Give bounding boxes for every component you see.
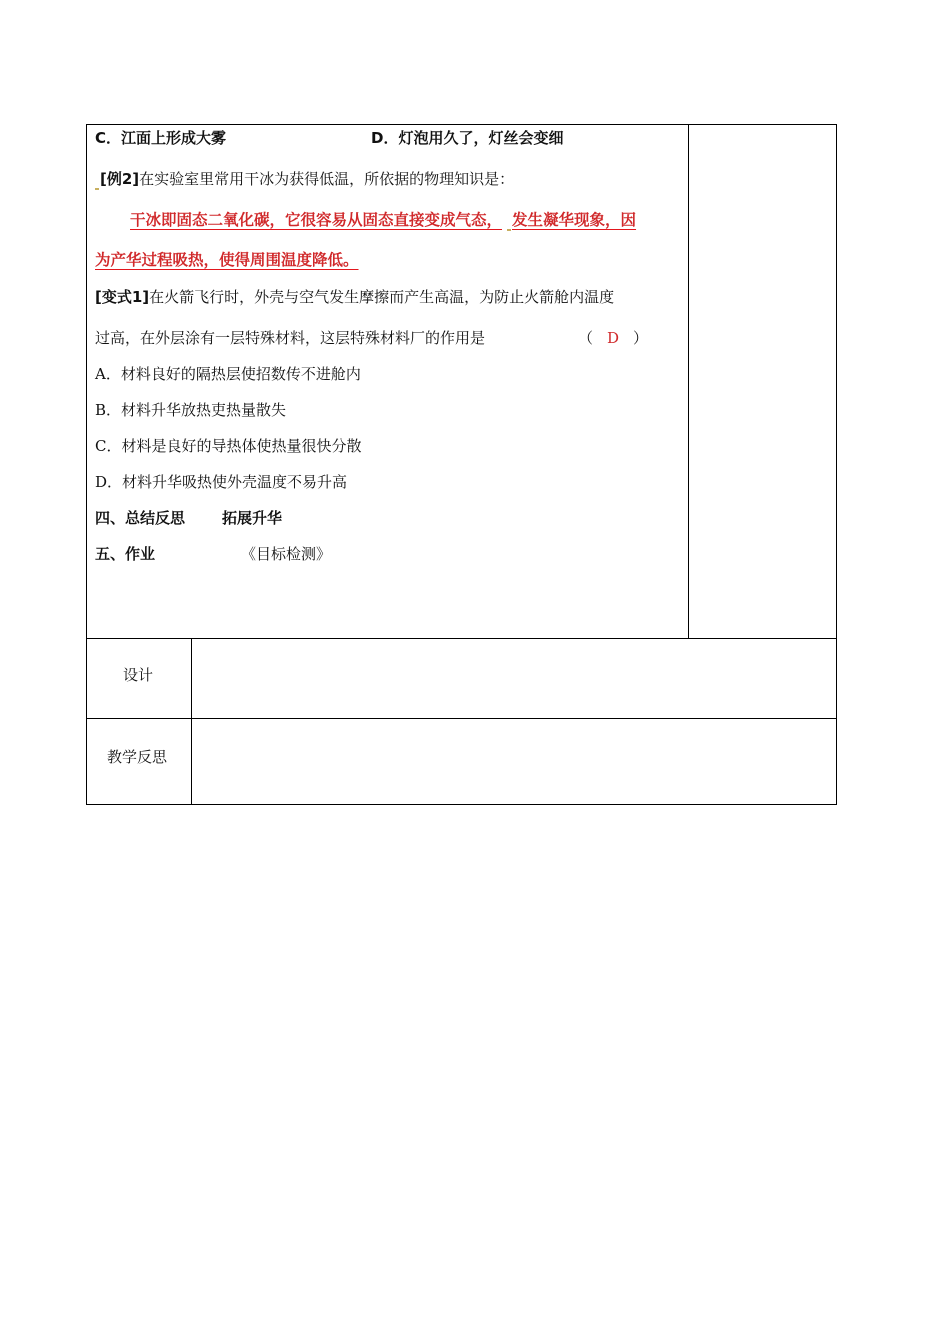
variant1-answer: D	[607, 329, 620, 347]
edit-mark	[507, 229, 511, 231]
variant1-option-a: A．材料良好的隔热层使招数传不进舱内	[95, 365, 361, 383]
variant1-answer-bracket	[578, 328, 648, 348]
option-d-top: D．灯泡用久了，灯丝会变细	[371, 129, 564, 147]
reflection-table	[86, 638, 837, 805]
section5-content: 《目标检测》	[241, 545, 332, 563]
section4-subtitle: 拓展升华	[222, 509, 283, 527]
example2-tag: [例2]	[100, 170, 140, 188]
reflection-table-col-divider	[191, 638, 192, 805]
variant1-option-c: C．材料是良好的导热体使热量很快分散	[95, 437, 362, 455]
edit-mark	[95, 188, 99, 190]
variant1-option-b: B．材料升华放热吏热量散失	[95, 401, 287, 419]
reflection-table-row-divider	[86, 718, 837, 719]
variant1-tag: [变式1]	[95, 288, 150, 306]
design-label: 设计	[123, 666, 154, 684]
variant1-text1: 在火箭飞行时，外壳与空气发生摩擦而产生高温，为防止火箭舱内温度	[149, 288, 615, 306]
option-c-top: C．江面上形成大雾	[95, 129, 227, 147]
section4-title: 四、总结反思	[95, 509, 186, 527]
example2-answer-part1: 干冰即固态二氧化碳，它很容易从固态直接变成气态，	[130, 211, 503, 229]
example2-answer-part2: 发生凝华现象，因	[512, 211, 637, 229]
variant1-option-d: D．材料升华吸热使外壳温度不易升高	[95, 473, 348, 491]
paren-close: ）	[633, 329, 649, 347]
example2-answer-line1	[130, 210, 636, 231]
paren-open: （	[578, 329, 594, 347]
example2-answer-part3: 为产华过程吸热，使得周围温度降低。	[95, 251, 359, 269]
example2-question-line	[95, 169, 514, 190]
variant1-line1	[95, 287, 614, 307]
section5-title: 五、作业	[95, 545, 156, 563]
variant1-line2: 过高，在外层涂有一层特殊材料，这层特殊材料厂的作用是	[95, 329, 486, 347]
notes-column-divider	[688, 124, 689, 639]
teaching-reflection-label: 教学反思	[107, 748, 168, 766]
example2-question: 在实验室里常用干冰为获得低温，所依据的物理知识是：	[139, 170, 515, 188]
example2-answer-line2	[95, 250, 359, 270]
